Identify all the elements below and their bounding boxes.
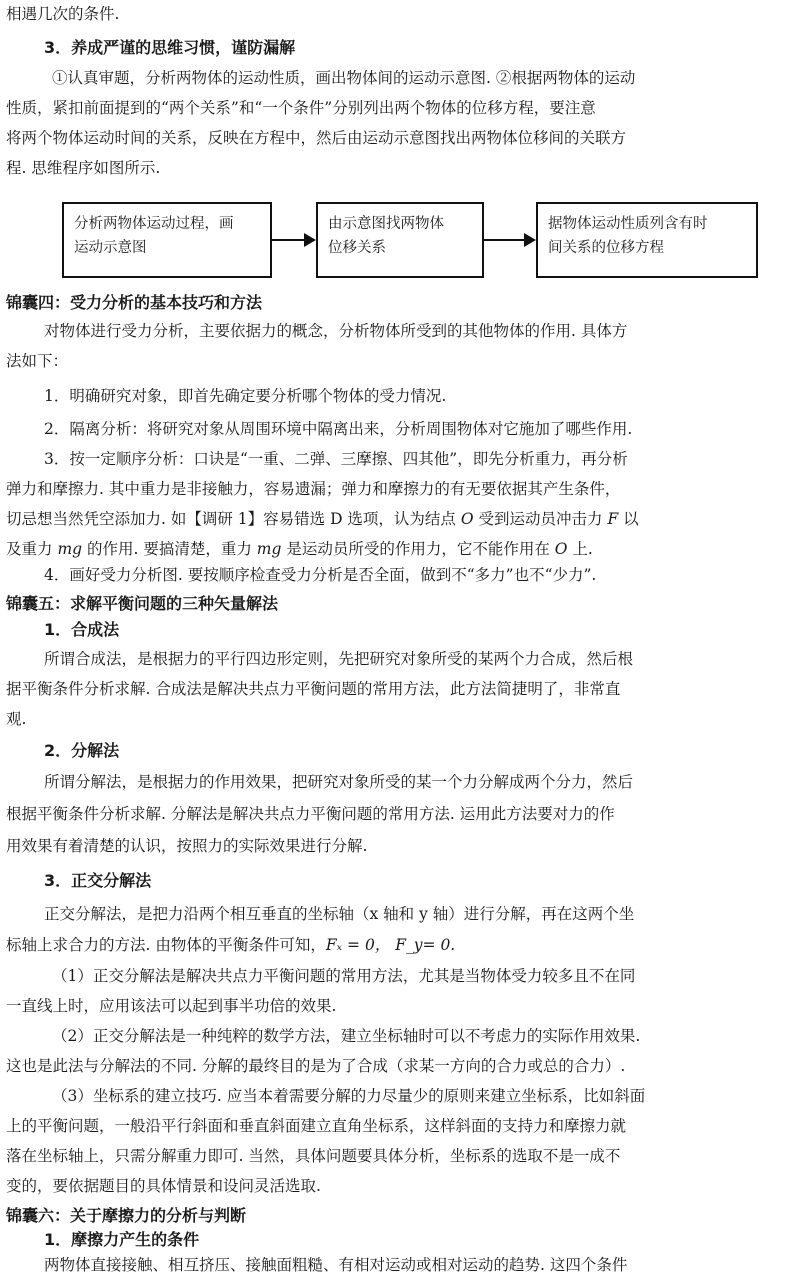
text-line: 弹力和摩擦力. 其中重力是非接触力，容易遗漏；弹力和摩擦力的有无要依据其产生条件， xyxy=(6,480,621,498)
list-item: 2．隔离分析：将研究对象从周围环境中隔离出来，分析周围物体对它施加了哪些作用. xyxy=(44,420,633,438)
subheading: 3．正交分解法 xyxy=(44,871,152,890)
subheading: 2．分解法 xyxy=(44,741,120,760)
flowchart-box-2 xyxy=(316,202,484,278)
math-var: mg xyxy=(57,540,83,558)
text-line: （2）正交分解法是一种纯粹的数学方法，建立坐标轴时可以不考虑力的实际作用效果. xyxy=(52,1027,641,1045)
arrow-icon xyxy=(484,239,534,241)
text-line: 所谓分解法，是根据力的作用效果，把研究对象所受的某一个力分解成两个分力，然后 xyxy=(44,773,634,791)
text-line: ①认真审题，分析两物体的运动性质，画出物体间的运动示意图. ②根据两物体的运动 xyxy=(52,69,636,87)
box-text: 由示意图找两物体 xyxy=(328,216,444,232)
text-span: 以 xyxy=(618,510,639,528)
text-line: 据平衡条件分析求解. 合成法是解决共点力平衡问题的常用方法，此方法简捷明了，非常直 xyxy=(6,680,621,698)
box-text: 分析两物体运动过程，画 xyxy=(74,216,234,232)
math-var: O xyxy=(554,540,568,558)
flowchart-box-3 xyxy=(536,202,758,278)
box-text: 运动示意图 xyxy=(74,240,147,256)
list-item: 3．按一定顺序分析：口诀是“一重、二弹、三摩擦、四其他”，即先分析重力，再分析 xyxy=(44,450,628,468)
text-line: 正交分解法，是把力沿两个相互垂直的坐标轴（x 轴和 y 轴）进行分解，再在这两个坐 xyxy=(44,905,635,923)
text-span: 标轴上求合力的方法. 由物体的平衡条件可知， xyxy=(6,936,326,954)
text-line: 观. xyxy=(6,710,27,728)
math-var: F xyxy=(607,510,619,528)
text-line: 对物体进行受力分析，主要依据力的概念，分析物体所受到的其他物体的作用. 具体方 xyxy=(44,322,628,340)
subheading: 1．摩擦力产生的条件 xyxy=(44,1230,200,1249)
text-line: 性质，紧扣前面提到的“两个关系”和“一个条件”分别列出两个物体的位移方程，要注意 xyxy=(6,99,596,117)
text-line: 上的平衡问题，一般沿平行斜面和垂直斜面建立直角坐标系，这样斜面的支持力和摩擦力就 xyxy=(6,1117,627,1135)
text-line: 用效果有着清楚的认识，按照力的实际效果进行分解. xyxy=(6,837,368,855)
text-line: 两物体直接接触、相互挤压、接触面粗糙、有相对运动或相对运动的趋势. 这四个条件 xyxy=(44,1256,628,1274)
flowchart-box-1 xyxy=(62,202,272,278)
text-line xyxy=(6,935,455,955)
section-title-4: 锦囊四：受力分析的基本技巧和方法 xyxy=(6,293,263,312)
text-line: 变的，要依据题目的具体情景和设问灵活选取. xyxy=(6,1177,321,1195)
math-expr: Fₓ = 0， xyxy=(325,936,391,954)
list-item: 4．画好受力分析图. 要按顺序检查受力分析是否全面，做到不“多力”也不“少力”. xyxy=(44,566,597,584)
text-line: 所谓合成法，是根据力的平行四边形定则，先把研究对象所受的某两个力合成，然后根 xyxy=(44,650,634,668)
heading-3: 3．养成严谨的思维习惯，谨防漏解 xyxy=(44,38,296,57)
text-span: 受到运动员冲击力 xyxy=(473,510,608,528)
math-var: mg xyxy=(256,540,282,558)
text-line: 这也是此法与分解法的不同. 分解的最终目的是为了合成（求某一方向的合力或总的合力）. xyxy=(6,1057,626,1075)
arrow-icon xyxy=(272,239,314,241)
text-line xyxy=(6,539,593,559)
section-title-6: 锦囊六：关于摩擦力的分析与判断 xyxy=(6,1206,247,1225)
text-line: 根据平衡条件分析求解. 分解法是解决共点力平衡问题的常用方法. 运用此方法要对力的作 xyxy=(6,805,615,823)
text-line xyxy=(6,509,639,529)
math-var: O xyxy=(460,510,474,528)
text-line: 相遇几次的条件. xyxy=(6,5,120,23)
text-line: （3）坐标系的建立技巧. 应当本着需要分解的力尽量少的原则来建立坐标系，比如斜面 xyxy=(52,1087,646,1105)
text-line: 程. 思维程序如图所示. xyxy=(6,159,161,177)
text-span: 切忌想当然凭空添加力. 如【调研 1】容易错选 D 选项，认为结点 xyxy=(6,510,461,528)
text-span: 及重力 xyxy=(6,540,58,558)
list-item: 1．明确研究对象，即首先确定要分析哪个物体的受力情况. xyxy=(44,387,447,405)
text-line: 法如下： xyxy=(6,352,69,370)
box-text: 间关系的位移方程 xyxy=(548,240,664,256)
text-line: （1）正交分解法是解决共点力平衡问题的常用方法，尤其是当物体受力较多且不在同 xyxy=(52,967,636,985)
text-span: 上. xyxy=(567,540,593,558)
box-text: 位移关系 xyxy=(328,240,386,256)
box-text: 据物体运动性质列含有时 xyxy=(548,216,708,232)
subheading: 1．合成法 xyxy=(44,620,120,639)
text-line: 将两个物体运动时间的关系，反映在方程中，然后由运动示意图找出两物体位移间的关联方 xyxy=(6,129,627,147)
text-span: 是运动员所受的作用力，它不能作用在 xyxy=(281,540,555,558)
text-span: 的作用. 要搞清楚，重力 xyxy=(82,540,257,558)
math-expr: F_y= 0. xyxy=(395,936,456,954)
text-line: 落在坐标轴上，只需分解重力即可. 当然，具体问题要具体分析，坐标系的选取不是一成不 xyxy=(6,1147,621,1165)
section-title-5: 锦囊五：求解平衡问题的三种矢量解法 xyxy=(6,594,279,613)
text-line: 一直线上时，应用该法可以起到事半功倍的效果. xyxy=(6,997,337,1015)
